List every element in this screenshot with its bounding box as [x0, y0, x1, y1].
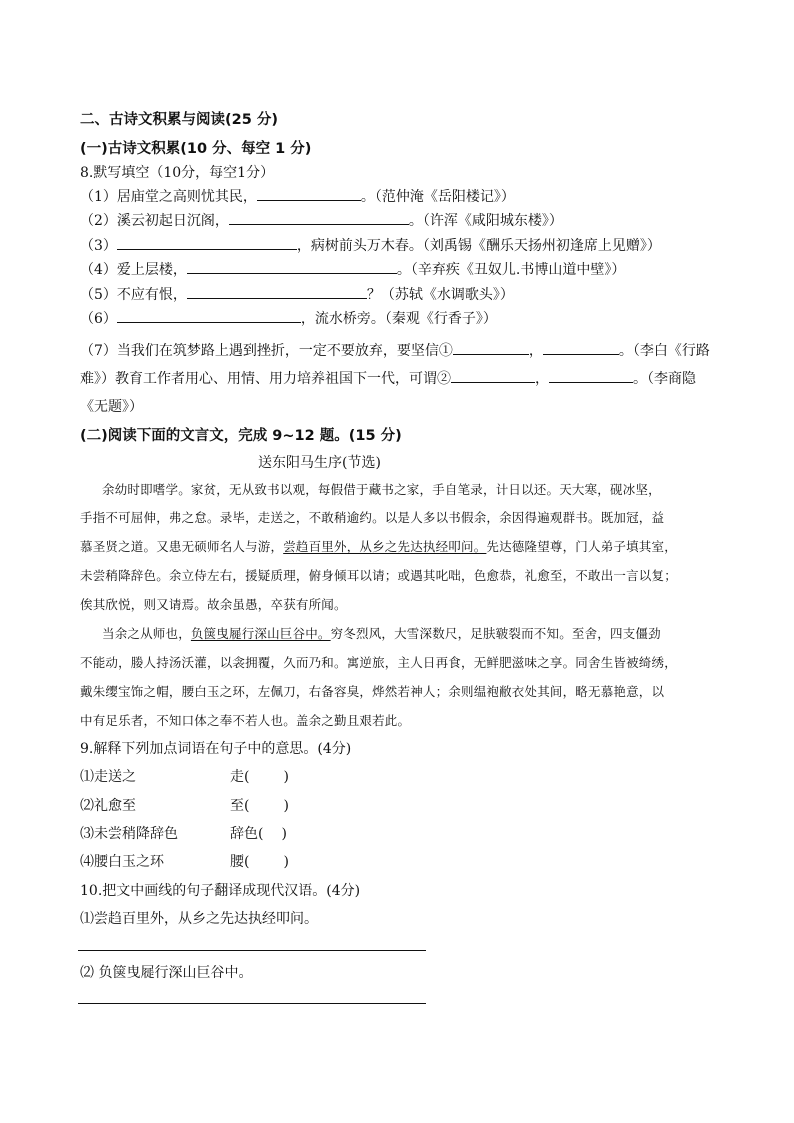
passage-title: 送东阳马生序(节选)	[258, 455, 381, 471]
q8-item-6: （6） ，流水桥旁。（秦观《行香子》）	[80, 308, 497, 328]
q8-item-7-line3: 《无题》）	[80, 399, 143, 415]
q8-item-7-line2: 难》）教育工作者用心、用情、用力培养祖国下一代，可谓② ， 。（李商隐	[80, 368, 696, 388]
blank-line[interactable]	[543, 340, 619, 355]
part2-title: (二)阅读下面的文言文，完成 9~12 题。(15 分)	[80, 428, 402, 444]
underlined-sentence-2: 负箧曳屣行深山巨谷中。	[190, 626, 331, 641]
q10-sentence-2: ⑵ 负箧曳屣行深山巨谷中。	[80, 965, 253, 981]
q9-word-3: 辞色( )	[230, 826, 287, 842]
q8-item-4: （4）爱上层楼， 。（辛弃疾《丑奴儿.书博山道中壁》）	[80, 259, 625, 279]
answer-line-1[interactable]	[78, 950, 426, 951]
passage-line: 俟其欣悦，则又请焉。故余虽愚，卒获有所闻。	[80, 597, 347, 612]
q8-title: 8.默写填空（10分，每空1分）	[80, 165, 275, 181]
passage-line: 当余之从师也，负箧曳屣行深山巨谷中。穷冬烈风，大雪深数尺，足肤皲裂而不知。至舍，四支僵劲	[102, 626, 661, 641]
q8-item-3: （3） ，病树前头万木春。（刘禹锡《酬乐天扬州初逢席上见赠》）	[80, 235, 661, 255]
q10-sentence-1: ⑴尝趋百里外，从乡之先达执经叩问。	[80, 911, 318, 927]
blank-line[interactable]	[549, 368, 633, 383]
passage-line: 余幼时即嗜学。家贫，无从致书以观，每假借于藏书之家，手自笔录，计日以还。天大寒，砚冰坚，	[102, 482, 661, 497]
passage-line: 戴朱缨宝饰之帽，腰白玉之环，左佩刀，右备容臭，烨然若神人；余则缊袍敝衣处其间，略无慕艳意，以	[80, 684, 665, 699]
q8-item-5: （5）不应有恨， ？（苏轼《水调歌头》）	[80, 284, 514, 304]
q9-sentence-2: ⑵礼愈至	[80, 798, 136, 814]
passage-line: 慕圣贤之道。又患无硕师名人与游，尝趋百里外，从乡之先达执经叩问。先达德隆望尊，门人弟子填其室，	[80, 539, 677, 554]
blank-line[interactable]	[187, 284, 367, 299]
q10-title: 10.把文中画线的句子翻译成现代汉语。(4分)	[80, 883, 361, 899]
q9-sentence-1: ⑴走送之	[80, 769, 136, 785]
q9-sentence-3: ⑶未尝稍降辞色	[80, 826, 178, 842]
answer-line-2[interactable]	[78, 1003, 426, 1004]
q9-title: 9.解释下列加点词语在句子中的意思。(4分)	[80, 741, 352, 757]
passage-line: 手指不可屈伸，弗之怠。录毕，走送之，不敢稍逾约。以是人多以书假余，余因得遍观群书。既加冠，益	[80, 510, 665, 525]
underlined-sentence-1: 尝趋百里外，从乡之先达执经叩问。	[283, 539, 487, 554]
blank-line[interactable]	[187, 259, 397, 274]
blank-line[interactable]	[453, 340, 529, 355]
blank-line[interactable]	[117, 308, 301, 323]
q8-item-7-line1: （7）当我们在筑梦路上遇到挫折，一定不要放弃，要坚信① ， 。（李白《行路	[80, 340, 710, 360]
passage-line: 不能动，媵人持汤沃灌，以衾拥覆，久而乃和。寓逆旅，主人日再食，无鲜肥滋味之享。同舍生皆被绮绣，	[80, 655, 677, 670]
blank-line[interactable]	[229, 210, 409, 225]
part1-title: (一)古诗文积累(10 分、每空 1 分)	[80, 141, 312, 157]
passage-line: 中有足乐者，不知口体之奉不若人也。盖余之勤且艰若此。	[80, 713, 411, 728]
section-title: 二、古诗文积累与阅读(25 分)	[80, 112, 278, 128]
q9-word-1: 走( )	[230, 769, 289, 785]
blank-line[interactable]	[451, 368, 535, 383]
q9-word-4: 腰( )	[230, 854, 289, 870]
blank-line[interactable]	[117, 235, 297, 250]
q8-item-2: （2）溪云初起日沉阁， 。（许浑《咸阳城东楼》）	[80, 210, 563, 230]
passage-line: 未尝稍降辞色。余立侍左右，援疑质理，俯身倾耳以请；或遇其叱咄，色愈恭，礼愈至，不敢出一言以复；	[80, 568, 677, 583]
q8-item-1: （1）居庙堂之高则忧其民， 。（范仲淹《岳阳楼记》）	[80, 186, 515, 206]
blank-line[interactable]	[257, 186, 361, 201]
q9-sentence-4: ⑷腰白玉之环	[80, 854, 164, 870]
q9-word-2: 至( )	[230, 798, 289, 814]
